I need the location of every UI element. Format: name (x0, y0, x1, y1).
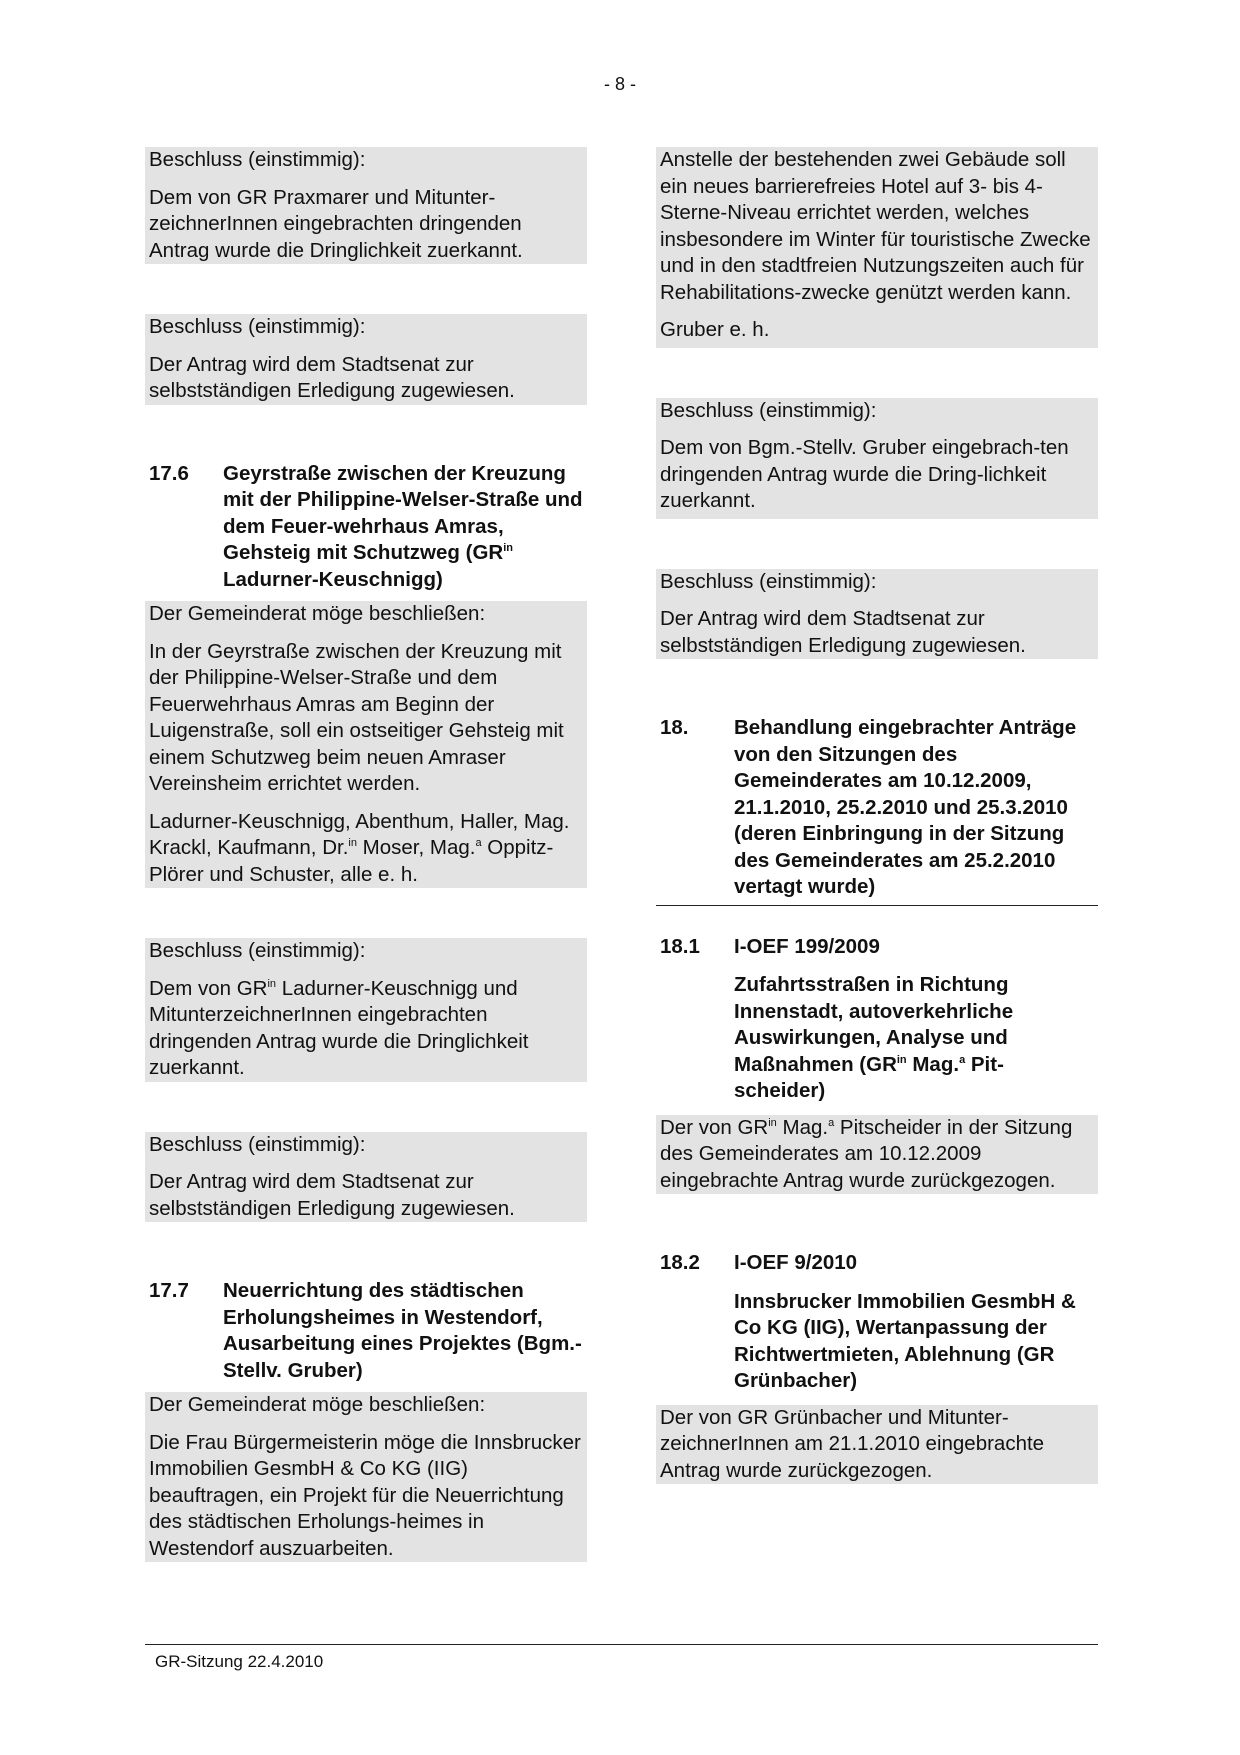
resolution-block (145, 314, 587, 405)
footer-divider (145, 1644, 1098, 1645)
section-number: 18.2 (660, 1251, 700, 1274)
section-heading-17-7 (145, 1278, 587, 1384)
resolution-text: Der Antrag wird dem Stadtsenat zur selbstständigen Erledigung zugewiesen. (660, 607, 1026, 657)
resolution-block (656, 569, 1098, 660)
section-code: I-OEF 9/2010 (734, 1251, 858, 1274)
resolution-block (656, 398, 1098, 519)
section-number: 18. (660, 716, 689, 739)
section-code: I-OEF 199/2009 (734, 934, 880, 958)
section-number: 18.1 (660, 934, 700, 958)
resolution-label: Beschluss (einstimmig): (149, 315, 366, 338)
motion-block (145, 601, 587, 888)
motion-text: Anstelle der bestehenden zwei Gebäude soll ein neues barrierefreies Hotel auf 3- bis 4-Sterne-Niveau errichtet werden, welches insbesondere im Winter für touristische Zwecke und in den stadtfreien Nutzungszeiten auch für Rehabilitations-zwecke genützt werden kann. (660, 148, 1091, 304)
section-heading-18-2 (656, 1250, 1098, 1277)
resolution-label: Beschluss (einstimmig): (660, 398, 877, 422)
resolution-text: Dem von $GR^{in}$ Ladurner-Keuschnigg und MitunterzeichnerInnen eingebrachten dringenden Antrag wurde die Dringlichkeit zuerkannt. (149, 976, 529, 1079)
section-subtitle: Innsbrucker Immobilien GesmbH & Co KG (IIG), Wertanpassung der Richtwertmieten, Ablehnung (GR Grünbacher) (734, 1289, 1076, 1392)
motion-signer: Gruber e. h. (660, 318, 770, 341)
motion-text: In der Geyrstraße zwischen der Kreuzung mit der Philippine-Welser-Straße und dem Feuerwehrhaus Amras am Beginn der Luigenstraße, soll ein ostseitiger Gehsteig mit einem Schutzweg beim neuen Amraser Vereinsheim errichtet werden. (149, 639, 564, 795)
withdrawal-text: Der von $GR^{in}$ Mag.$^a$ Pitscheider in der Sitzung des Gemeinderates am 10.12.2009 eingebrachte Antrag wurde zurückgezogen. (660, 1115, 1073, 1192)
resolution-label: Beschluss (einstimmig): (149, 1132, 366, 1156)
motion-block (145, 1392, 587, 1562)
section-subtitle: Zufahrtsstraßen in Richtung Innenstadt, autoverkehrliche Auswirkungen, Analyse und Maßnahmen ($GR^{in}$ Mag.$^a$ Pit-scheider) (734, 973, 1014, 1102)
resolution-block (145, 147, 587, 264)
resolution-block (145, 938, 587, 1082)
motion-label: Der Gemeinderat möge beschließen: (149, 1393, 486, 1416)
motion-signers: Ladurner-Keuschnigg, Abenthum, Haller, Mag. Krackl, Kaufmann, Dr.$^{in}$ Moser, Mag.$^a$ Oppitz-Plörer und Schuster, alle e. h. (149, 809, 570, 886)
resolution-text: Dem von GR Praxmarer und Mitunter-zeichnerInnen eingebrachten dringenden Antrag wurde die Dringlichkeit zuerkannt. (149, 185, 523, 262)
withdrawal-block (656, 1115, 1098, 1195)
section-heading-17-6 (145, 461, 587, 594)
section-number: 17.7 (149, 1279, 189, 1302)
withdrawal-text: Der von GR Grünbacher und Mitunter-zeichnerInnen am 21.1.2010 eingebrachte Antrag wurde zurückgezogen. (660, 1405, 1045, 1482)
withdrawal-block (656, 1405, 1098, 1485)
section-heading-18-1 (656, 934, 1098, 961)
section-number: 17.6 (149, 461, 189, 485)
resolution-label: Beschluss (einstimmig): (149, 148, 366, 171)
resolution-text: Dem von Bgm.-Stellv. Gruber eingebrach-ten dringenden Antrag wurde die Dring-lichkeit zuerkannt. (660, 436, 1069, 512)
section-heading-18 (656, 715, 1098, 906)
page-number: - 8 - (603, 74, 636, 94)
section-title: Neuerrichtung des städtischen Erholungsheimes in Westendorf, Ausarbeitung eines Projektes (Bgm.-Stellv. Gruber) (223, 1279, 582, 1382)
resolution-label: Beschluss (einstimmig): (660, 569, 877, 593)
right-column (656, 147, 1098, 1484)
motion-continuation (656, 147, 1098, 348)
resolution-text: Der Antrag wird dem Stadtsenat zur selbstständigen Erledigung zugewiesen. (149, 352, 515, 402)
resolution-label: Beschluss (einstimmig): (149, 939, 366, 962)
motion-label: Der Gemeinderat möge beschließen: (149, 602, 486, 625)
resolution-block (145, 1132, 587, 1223)
section-title: Geyrstraße zwischen der Kreuzung mit der Philippine-Welser-Straße und dem Feuer-wehrhaus Amras, Gehsteig mit Schutzweg ($GR^{in}$ Ladurner-Keuschnigg) (223, 461, 583, 591)
motion-text: Die Frau Bürgermeisterin möge die Innsbrucker Immobilien GesmbH & Co KG (IIG) beauftragen, ein Projekt für die Neuerrichtung des städtischen Erholungs-heimes in Westendorf auszuarbeiten. (149, 1430, 581, 1560)
resolution-text: Der Antrag wird dem Stadtsenat zur selbstständigen Erledigung zugewiesen. (149, 1170, 515, 1220)
left-column (145, 147, 587, 1562)
section-title: Behandlung eingebrachter Anträge von den Sitzungen des Gemeinderates am 10.12.2009, 21.1.2010, 25.2.2010 und 25.3.2010 (deren Einbringung in der Sitzung des Gemeinderates am 25.2.2010 vertagt wurde) (734, 716, 1077, 898)
footer-text: GR-Sitzung 22.4.2010 (155, 1652, 324, 1671)
